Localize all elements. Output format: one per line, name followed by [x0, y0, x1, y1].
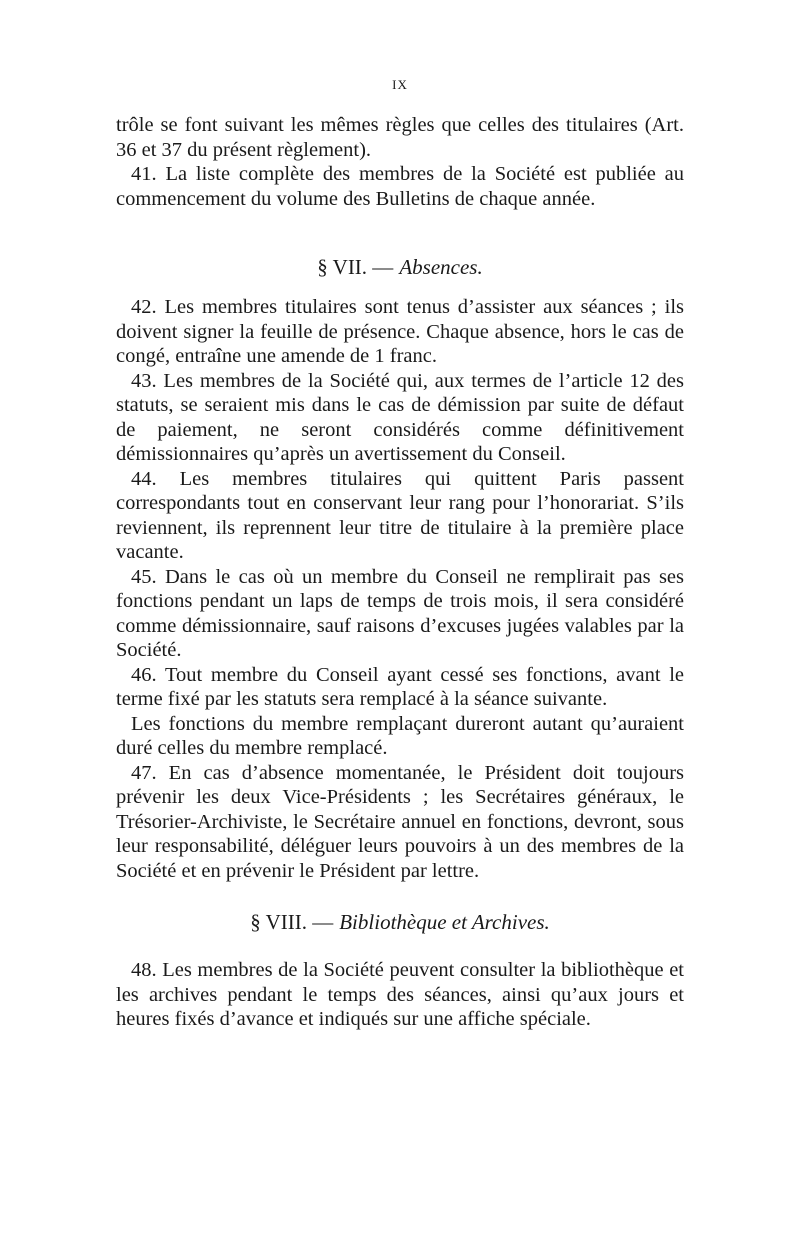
section-mark: § VIII. — — [250, 910, 334, 934]
section-heading-vii — [0, 254, 800, 280]
section-heading-viii — [0, 909, 800, 935]
text-block-absences — [116, 295, 684, 883]
article-43: 43. Les membres de la Société qui, aux termes de l’article 12 des statuts, se seraient mis dans le cas de démission par suite de défaut de paiement, ne seront considérés comme définitivement démissionnaires qu’après un avertissement du Conseil. — [116, 369, 684, 465]
section-title: Bibliothèque et Archives. — [339, 910, 550, 934]
section-mark: § VII. — — [317, 255, 394, 279]
page-number: IX — [392, 77, 408, 92]
text-block-library — [116, 958, 684, 1032]
article-44: 44. Les membres titulaires qui quittent Paris passent correspondants tout en conservant leur rang pour l’honorariat. S’ils reviennent, ils reprennent leur titre de titulaire à la première place vacante. — [116, 467, 684, 563]
article-42: 42. Les membres titulaires sont tenus d’assister aux séances ; ils doivent signer la feuille de présence. Chaque absence, hors le cas de congé, entraîne une amende de 1 franc. — [116, 296, 684, 367]
continuation-paragraph: trôle se font suivant les mêmes règles que celles des titulaires (Art. 36 et 37 du présent règlement). — [116, 114, 684, 161]
article-41: 41. La liste complète des membres de la Société est publiée au commencement du volume des Bulletins de chaque année. — [116, 163, 684, 210]
article-47: 47. En cas d’absence momentanée, le Président doit toujours prévenir les deux Vice-Présidents ; les Secrétaires généraux, le Trésorier-Archiviste, le Secrétaire annuel en fonctions, devront, sous leur responsabilité, déléguer leurs pouvoirs à un des membres de la Société et en prévenir le Président par lettre. — [116, 761, 684, 882]
article-46-continuation: Les fonctions du membre remplaçant dureront autant qu’auraient duré celles du membre remplacé. — [116, 712, 684, 759]
article-48: 48. Les membres de la Société peuvent consulter la bibliothèque et les archives pendant le temps des séances, ainsi qu’aux jours et heures fixés d’avance et indiqués sur une affiche spéciale. — [116, 959, 684, 1030]
article-46: 46. Tout membre du Conseil ayant cessé ses fonctions, avant le terme fixé par les statuts sera remplacé à la séance suivante. — [116, 663, 684, 710]
section-title: Absences. — [399, 255, 483, 279]
text-block-top — [116, 113, 684, 211]
article-45: 45. Dans le cas où un membre du Conseil ne remplirait pas ses fonctions pendant un laps de temps de trois mois, il sera considéré comme démissionnaire, sauf raisons d’excuses jugées valables par la Société. — [116, 565, 684, 661]
